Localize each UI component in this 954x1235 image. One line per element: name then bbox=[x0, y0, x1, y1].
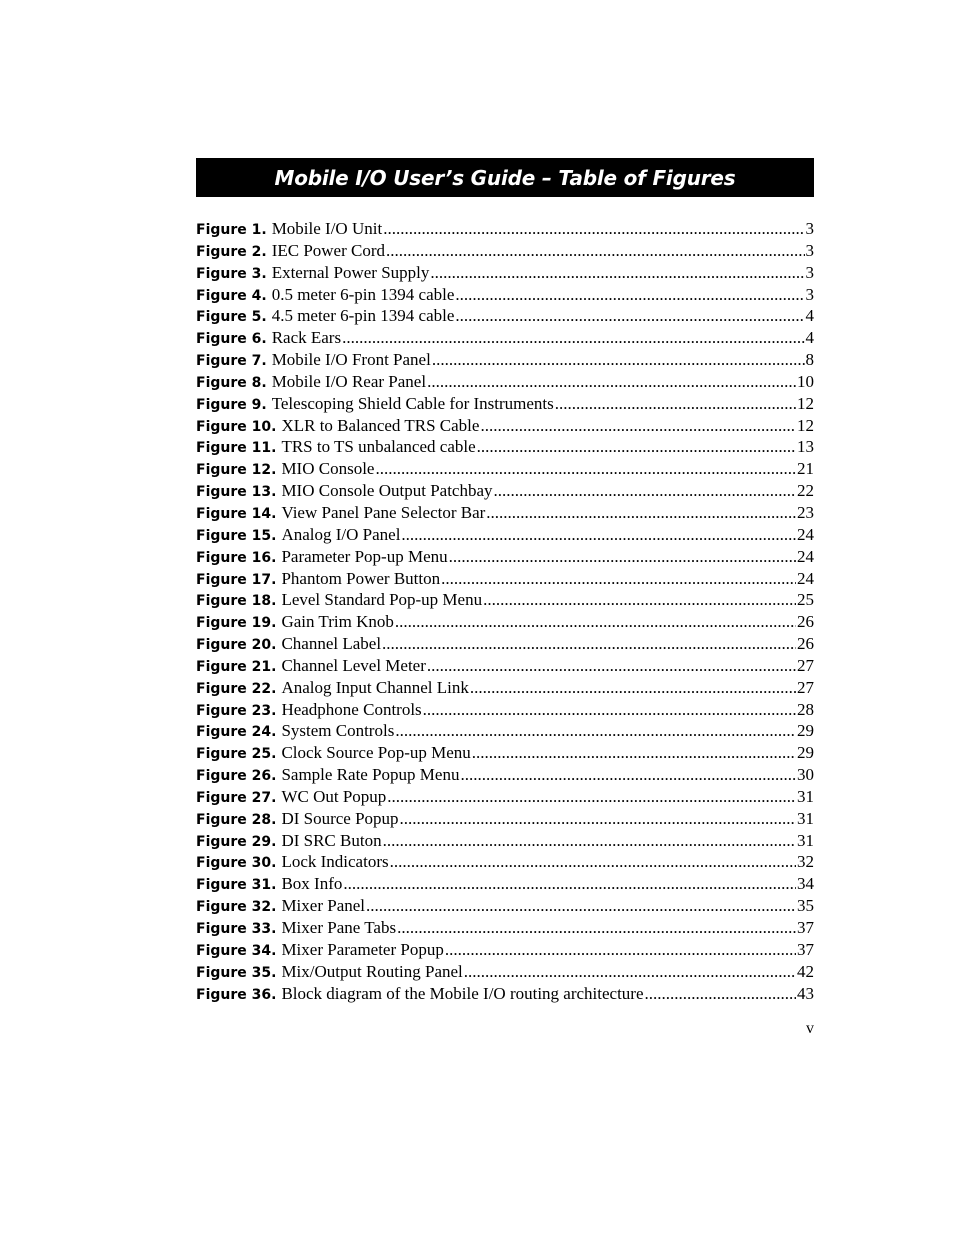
figure-label: Figure 26. bbox=[196, 768, 277, 785]
figure-label: Figure 22. bbox=[196, 680, 277, 697]
dot-leader bbox=[366, 896, 796, 916]
figure-title: Mobile I/O Rear Panel bbox=[271, 371, 427, 391]
figure-page-number: 28 bbox=[797, 699, 814, 719]
figure-title: IEC Power Cord bbox=[271, 240, 386, 260]
figure-page-number: 13 bbox=[797, 437, 814, 457]
toc-entry[interactable] bbox=[196, 940, 814, 962]
figure-page-number: 26 bbox=[797, 612, 814, 632]
figure-label: Figure 11. bbox=[196, 440, 277, 457]
dot-leader bbox=[494, 481, 796, 501]
dot-leader bbox=[477, 437, 796, 457]
toc-entry[interactable] bbox=[196, 809, 814, 831]
figure-label: Figure 19. bbox=[196, 615, 277, 632]
toc-entry[interactable] bbox=[196, 328, 814, 350]
figure-title: Channel Label bbox=[281, 634, 382, 654]
figure-label: Figure 33. bbox=[196, 921, 277, 937]
toc-entry[interactable] bbox=[196, 569, 814, 591]
figure-title: System Controls bbox=[281, 721, 395, 741]
figure-title: Mix/Output Routing Panel bbox=[281, 961, 463, 981]
figure-page-number: 35 bbox=[797, 896, 814, 916]
figure-title: External Power Supply bbox=[271, 262, 430, 282]
dot-leader bbox=[555, 394, 796, 414]
figure-label: Figure 1. bbox=[196, 222, 267, 238]
dot-leader bbox=[401, 525, 796, 545]
figure-label: Figure 27. bbox=[196, 789, 277, 806]
dot-leader bbox=[342, 328, 804, 348]
figure-title: View Panel Pane Selector Bar bbox=[281, 502, 486, 522]
figure-label: Figure 34. bbox=[196, 942, 277, 959]
figure-title: Rack Ears bbox=[271, 328, 342, 348]
figure-page-number: 22 bbox=[797, 481, 814, 501]
dot-leader bbox=[395, 612, 796, 632]
figure-title: Block diagram of the Mobile I/O routing architecture bbox=[281, 983, 644, 1003]
figure-label: Figure 17. bbox=[196, 571, 277, 588]
figure-title: 4.5 meter 6-pin 1394 cable bbox=[271, 306, 455, 326]
figure-label: Figure 13. bbox=[196, 484, 277, 501]
toc-entry[interactable] bbox=[196, 481, 814, 503]
figure-label: Figure 31. bbox=[196, 877, 277, 894]
toc-entry[interactable] bbox=[196, 416, 814, 438]
figure-title: Lock Indicators bbox=[281, 852, 389, 872]
figure-title: Analog I/O Panel bbox=[281, 524, 401, 544]
figure-label: Figure 15. bbox=[196, 527, 277, 544]
figure-label: Figure 6. bbox=[196, 331, 267, 348]
figure-label: Figure 29. bbox=[196, 833, 277, 850]
figure-page-number: 27 bbox=[797, 677, 814, 697]
figure-title: Gain Trim Knob bbox=[281, 612, 394, 632]
figure-page-number: 27 bbox=[797, 655, 814, 675]
table-of-figures bbox=[196, 219, 814, 1005]
figure-page-number: 3 bbox=[805, 284, 814, 304]
toc-entry[interactable] bbox=[196, 918, 814, 940]
figure-page-number: 42 bbox=[797, 961, 814, 981]
figure-page-number: 26 bbox=[797, 634, 814, 654]
figure-page-number: 24 bbox=[797, 546, 814, 566]
figure-label: Figure 10. bbox=[196, 418, 277, 435]
figure-page-number: 31 bbox=[797, 830, 814, 850]
dot-leader bbox=[427, 656, 796, 676]
toc-entry[interactable] bbox=[196, 285, 814, 307]
figure-title: Mobile I/O Unit bbox=[271, 219, 383, 238]
dot-leader bbox=[470, 678, 796, 698]
dot-leader bbox=[427, 372, 796, 392]
dot-leader bbox=[486, 503, 796, 523]
toc-entry[interactable] bbox=[196, 503, 814, 525]
figure-title: MIO Console Output Patchbay bbox=[281, 481, 493, 501]
figure-label: Figure 8. bbox=[196, 374, 267, 391]
figure-page-number: 43 bbox=[797, 983, 814, 1003]
dot-leader bbox=[432, 350, 805, 370]
figure-title: DI Source Popup bbox=[281, 808, 399, 828]
toc-entry[interactable] bbox=[196, 896, 814, 918]
dot-leader bbox=[387, 787, 796, 807]
figure-page-number: 12 bbox=[797, 415, 814, 435]
figure-page-number: 31 bbox=[797, 786, 814, 806]
figure-page-number: 3 bbox=[805, 262, 814, 282]
figure-page-number: 12 bbox=[797, 393, 814, 413]
figure-page-number: 24 bbox=[797, 524, 814, 544]
figure-label: Figure 18. bbox=[196, 593, 277, 610]
figure-label: Figure 2. bbox=[196, 243, 267, 260]
toc-entry[interactable] bbox=[196, 874, 814, 896]
figure-label: Figure 30. bbox=[196, 855, 277, 872]
dot-leader bbox=[480, 416, 796, 436]
figure-label: Figure 36. bbox=[196, 986, 277, 1003]
toc-entry[interactable] bbox=[196, 219, 814, 241]
dot-leader bbox=[455, 306, 804, 326]
figure-page-number: 3 bbox=[805, 240, 814, 260]
dot-leader bbox=[343, 874, 796, 894]
toc-entry[interactable] bbox=[196, 525, 814, 547]
page-title: Mobile I/O User’s Guide – Table of Figures bbox=[274, 165, 736, 190]
figure-title: TRS to TS unbalanced cable bbox=[281, 437, 476, 457]
figure-page-number: 37 bbox=[797, 918, 814, 937]
toc-entry[interactable] bbox=[196, 787, 814, 809]
toc-entry[interactable] bbox=[196, 437, 814, 459]
toc-entry[interactable] bbox=[196, 372, 814, 394]
figure-label: Figure 32. bbox=[196, 899, 277, 916]
figure-page-number: 29 bbox=[797, 743, 814, 763]
figure-page-number: 3 bbox=[805, 219, 814, 238]
dot-leader bbox=[460, 765, 796, 785]
figure-page-number: 21 bbox=[797, 459, 814, 479]
toc-entry[interactable] bbox=[196, 634, 814, 656]
toc-entry[interactable] bbox=[196, 590, 814, 612]
dot-leader bbox=[397, 918, 796, 938]
figure-page-number: 32 bbox=[797, 852, 814, 872]
toc-entry[interactable] bbox=[196, 394, 814, 416]
figure-page-number: 30 bbox=[797, 765, 814, 785]
figure-label: Figure 25. bbox=[196, 746, 277, 763]
figure-title: Mixer Panel bbox=[281, 896, 366, 916]
dot-leader bbox=[423, 700, 796, 720]
toc-entry[interactable] bbox=[196, 962, 814, 984]
figure-title: 0.5 meter 6-pin 1394 cable bbox=[271, 284, 455, 304]
toc-entry[interactable] bbox=[196, 350, 814, 372]
toc-entry[interactable] bbox=[196, 459, 814, 481]
figure-title: Clock Source Pop-up Menu bbox=[281, 743, 471, 763]
dot-leader bbox=[390, 852, 796, 872]
dot-leader bbox=[449, 547, 796, 567]
dot-leader bbox=[395, 721, 796, 741]
figure-page-number: 29 bbox=[797, 721, 814, 741]
toc-entry[interactable] bbox=[196, 984, 814, 1006]
figure-page-number: 4 bbox=[805, 306, 814, 326]
figure-title: Headphone Controls bbox=[281, 699, 422, 719]
dot-leader bbox=[430, 263, 804, 283]
dot-leader bbox=[383, 831, 796, 851]
figure-page-number: 25 bbox=[797, 590, 814, 610]
dot-leader bbox=[383, 219, 804, 239]
figure-title: Level Standard Pop-up Menu bbox=[281, 590, 483, 610]
toc-entry[interactable] bbox=[196, 241, 814, 263]
figure-label: Figure 21. bbox=[196, 658, 277, 675]
figure-label: Figure 4. bbox=[196, 287, 267, 304]
figure-title: MIO Console bbox=[281, 459, 375, 479]
toc-entry[interactable] bbox=[196, 678, 814, 700]
toc-entry[interactable] bbox=[196, 700, 814, 722]
figure-label: Figure 3. bbox=[196, 265, 267, 282]
figure-title: Telescoping Shield Cable for Instruments bbox=[271, 393, 554, 413]
dot-leader bbox=[375, 459, 796, 479]
toc-entry[interactable] bbox=[196, 547, 814, 569]
figure-title: Channel Level Meter bbox=[281, 655, 426, 675]
dot-leader bbox=[483, 590, 796, 610]
toc-entry[interactable] bbox=[196, 852, 814, 874]
figure-page-number: 34 bbox=[797, 874, 814, 894]
toc-entry[interactable] bbox=[196, 743, 814, 765]
dot-leader bbox=[464, 962, 796, 982]
toc-entry[interactable] bbox=[196, 656, 814, 678]
figure-label: Figure 24. bbox=[196, 724, 277, 741]
figure-label: Figure 20. bbox=[196, 637, 277, 654]
figure-label: Figure 28. bbox=[196, 811, 277, 828]
dot-leader bbox=[382, 634, 796, 654]
figure-label: Figure 12. bbox=[196, 462, 277, 479]
figure-title: XLR to Balanced TRS Cable bbox=[281, 415, 480, 435]
figure-label: Figure 35. bbox=[196, 964, 277, 981]
figure-page-number: 4 bbox=[805, 328, 814, 348]
figure-title: WC Out Popup bbox=[281, 786, 387, 806]
figure-title: Sample Rate Popup Menu bbox=[281, 765, 460, 785]
dot-leader bbox=[472, 743, 796, 763]
figure-page-number: 37 bbox=[797, 939, 814, 959]
dot-leader bbox=[400, 809, 796, 829]
dot-leader bbox=[645, 984, 796, 1004]
figure-page-number: 24 bbox=[797, 568, 814, 588]
figure-page-number: 8 bbox=[805, 350, 814, 370]
figure-label: Figure 14. bbox=[196, 505, 277, 522]
figure-title: Mixer Parameter Popup bbox=[281, 939, 444, 959]
toc-entry[interactable] bbox=[196, 721, 814, 743]
figure-title: DI SRC Buton bbox=[281, 830, 382, 850]
dot-leader bbox=[445, 940, 796, 960]
toc-entry[interactable] bbox=[196, 306, 814, 328]
figure-title: Mixer Pane Tabs bbox=[281, 918, 397, 937]
toc-entry[interactable] bbox=[196, 831, 814, 853]
title-banner bbox=[196, 158, 814, 197]
dot-leader bbox=[455, 285, 804, 305]
figure-label: Figure 7. bbox=[196, 353, 267, 370]
figure-label: Figure 23. bbox=[196, 702, 277, 719]
dot-leader bbox=[386, 241, 804, 261]
figure-page-number: 23 bbox=[797, 502, 814, 522]
figure-title: Parameter Pop-up Menu bbox=[281, 546, 448, 566]
dot-leader bbox=[441, 569, 796, 589]
figure-label: Figure 16. bbox=[196, 549, 277, 566]
figure-title: Box Info bbox=[281, 874, 343, 894]
toc-entry[interactable] bbox=[196, 263, 814, 285]
figure-label: Figure 9. bbox=[196, 396, 267, 413]
figure-title: Analog Input Channel Link bbox=[281, 677, 469, 697]
toc-entry[interactable] bbox=[196, 765, 814, 787]
figure-title: Phantom Power Button bbox=[281, 568, 441, 588]
toc-entry[interactable] bbox=[196, 612, 814, 634]
figure-page-number: 10 bbox=[797, 371, 814, 391]
figure-page-number: 31 bbox=[797, 808, 814, 828]
figure-label: Figure 5. bbox=[196, 309, 267, 326]
page-number: v bbox=[806, 1020, 814, 1037]
figure-title: Mobile I/O Front Panel bbox=[271, 350, 431, 370]
